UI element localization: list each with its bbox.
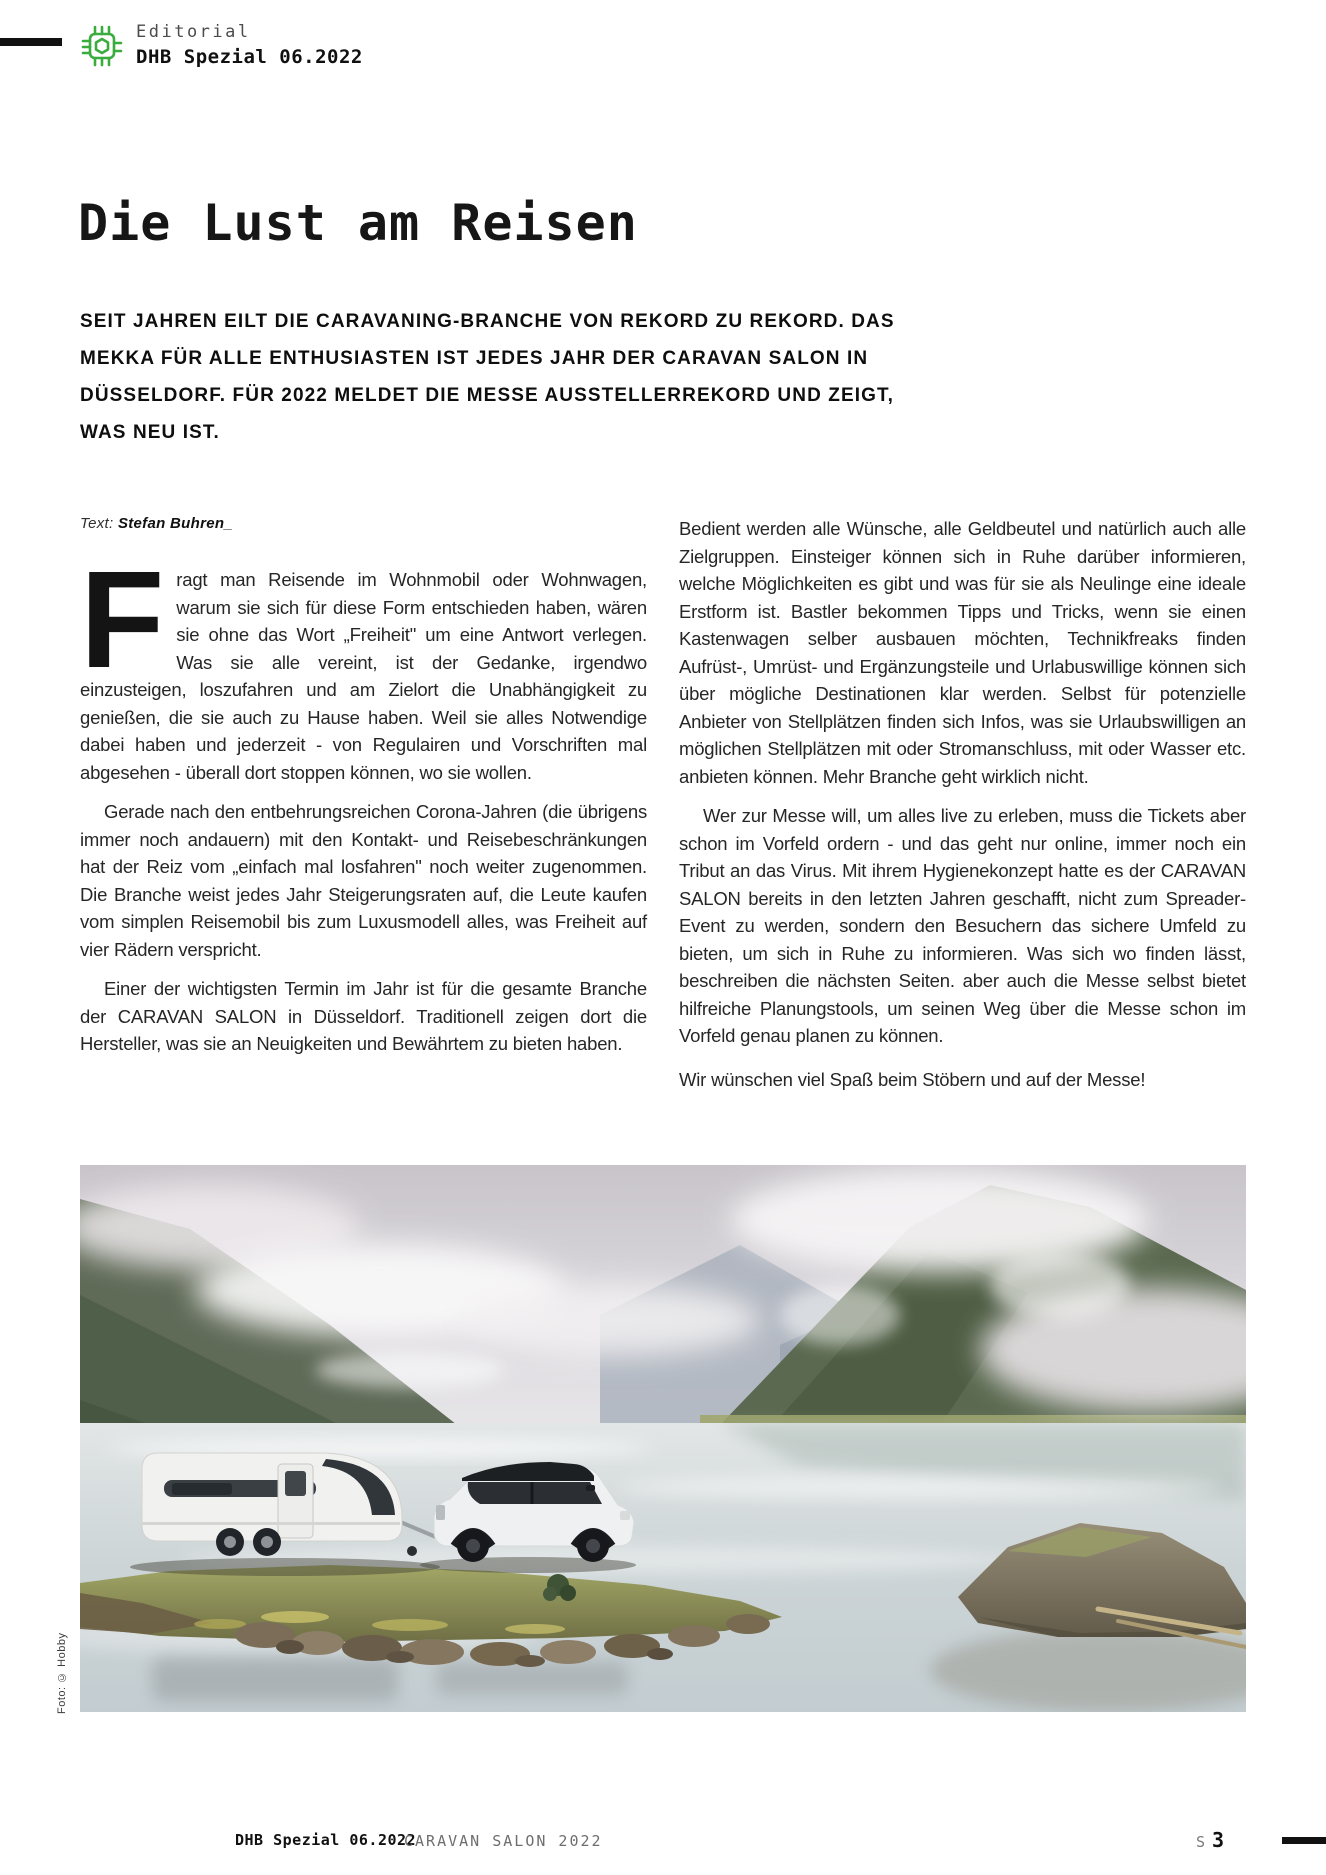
footer-section: CARAVAN SALON 2022 [404,1832,603,1850]
drop-cap: F [80,543,161,697]
footer-issue: DHB Spezial 06.2022 [235,1831,417,1849]
chip-icon [80,22,124,75]
column-left [80,515,647,1163]
page-title: Die Lust am Reisen [78,194,638,252]
suv-windows [468,1482,602,1504]
byline-author: Stefan Buhren [117,515,225,532]
suv-mirror [586,1485,595,1491]
paragraph-text: ragt man Reisende im Wohnmobil oder Wohnwagen, warum sie sich für diese Form entschieden haben, wären sie ohne das Wort „Freiheit" um eine Antwort verlegen. Was sie alle vereint, ist der Gedanke, irgendwo einzusteigen, loszufahren und am Zielort die Unabhängigkeit zu genießen, die sie auch zu Hause haben. Weil sie alles Notwendige dabei haben und jederzeit - von Regulairen und Vorschriften mal abgesehen - überall dort stoppen können, wo sie wollen. [80,569,647,783]
article-standfirst: SEIT JAHREN EILT DIE CARAVANING-BRANCHE VON REKORD ZU REKORD. DAS MEKKA FÜR ALLE ENTHUSIASTEN IST JEDES JAHR DER CARAVAN SALON IN DÜSSELDORF. FÜR 2022 MELDET DIE MESSE AUSSTELLERREKORD UND ZEIGT, WAS NEU IST. [80,311,895,443]
caravan-reflection [152,1657,398,1701]
section-label: Editorial [136,22,251,42]
photo-credit: Foto: © Hobby [56,1632,68,1714]
cloud [460,1284,760,1356]
issue-label: DHB Spezial 06.2022 [136,46,363,68]
paragraph: Gerade nach den entbehrungsreichen Corona-Jahren (die übrigens immer noch andauern) mit den Kontakt- und Reisebeschränkungen hat der Reiz vom „einfach mal losfahren" noch weiter zugenommen. Die Branche weist jedes Jahr Steigerungsraten auf, die Leute kaufen vom simplen Reisemobil bis zum Luxusmodell alles, was Freiheit auf vier Rädern verspricht. [80,801,647,960]
hero-photo [80,1165,1246,1712]
page-header [80,22,363,75]
byline-suffix: _ [224,515,234,532]
header-text [136,22,363,68]
column-right [679,515,1246,1163]
byline [80,515,647,532]
paragraph: Wir wünschen viel Spaß beim Stöbern und auf der Messe! [679,1068,1146,1090]
byline-prefix: Text: [80,515,114,532]
paragraph: Einer der wichtigsten Termin im Jahr ist für die gesamte Branche der CARAVAN SALON in Düsseldorf. Traditionell zeigen dort die Hersteller, was sie an Neuigkeiten und Bewährtem zu bieten haben. [80,978,647,1054]
paragraph: Bedient werden alle Wünsche, alle Geldbeutel und natürlich auch alle Zielgruppen. Einsteiger können sich in Ruhe darüber informieren, welche Möglichkeiten es gibt und was für sie als Neulinge eine ideale Erstform ist. Bastler bekommen Tipps und Tricks, wenn sie einen Kastenwagen selber ausbauen möchten, Technikfreaks finden Aufrüst-, Umrüst- und Ergänzungsteile und Urlabuswillige können sich über mögliche Destinationen klar werden. Selbst für potenzielle Anbieter von Stellplätzen finden sich Infos, was sie Urlaubswilligen an möglichen Stellplätzen mit oder Stromanschluss, mit oder Wasser etc. anbieten können. Mehr Branche geht wirklich nicht. [679,518,1246,787]
paragraph: Wer zur Messe will, um alles live zu erleben, muss die Tickets aber schon im Vorfeld ordern - und das geht nur online, immer noch ein Tribut an das Virus. Mit ihrem Hygienekonzept hatte es der CARAVAN SALON bereits in den letzten Jahren geschafft, nicht zum Spreader-Event zu werden, sondern den Besuchern das sichere Umfeld zu bieten, um sich in Ruhe zu informieren. Was sich wo finden lässt, beschreiben die nächsten Seiten. aber auch die Messe selbst bietet hilfreiche Planungstools, um seinen Weg über die Messe schon im Vorfeld genau planen zu können. [679,805,1246,1046]
mist [780,1285,900,1345]
corner-mark-right [1282,1837,1326,1844]
article-body [80,515,1246,1163]
mist [315,1352,505,1388]
mist [990,1251,1130,1319]
page-number: S 3 [1196,1828,1225,1852]
corner-mark-left [0,38,62,46]
paragraph [80,543,647,786]
